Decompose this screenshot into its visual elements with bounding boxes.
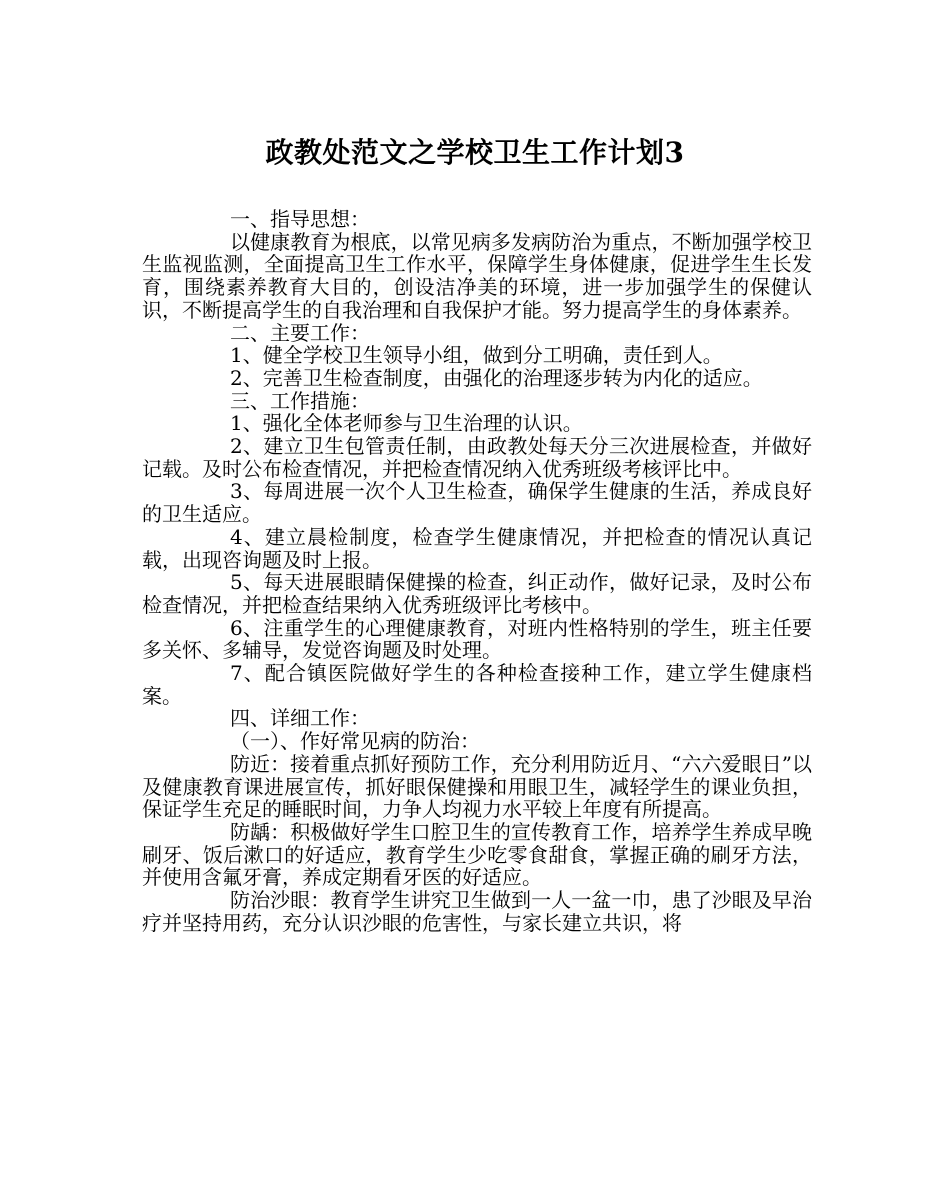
document-title: 政教处范文之学校卫生工作计划3 <box>265 136 685 169</box>
paragraph-dental-caries-prevention: 防龋：积极做好学生口腔卫生的宣传教育工作，培养学生养成早晚刷牙、饭后漱口的好适应，教育学生少吃零食甜食，掌握正确的刷牙方法，并使用含氟牙膏，养成定期看牙医的好适应。 <box>142 819 812 890</box>
section-heading-main-work: 二、主要工作： <box>230 320 370 345</box>
paragraph-myopia-prevention: 防近：接着重点抓好预防工作，充分利用防近月、“六六爱眼日”以及健康教育课进展宣传，抓好眼保健操和用眼卫生，减轻学生的课业负担，保证学生充足的睡眠时间，力争人均视力水平较上年度有所提高。 <box>142 751 812 822</box>
section-heading-measures: 三、工作措施： <box>230 388 370 413</box>
list-item-measure-1: 1、强化全体老师参与卫生治理的认识。 <box>230 411 583 436</box>
document-body <box>142 208 812 935</box>
list-item-main-work-1: 1、健全学校卫生领导小组，做到分工明确，责任到人。 <box>230 343 723 368</box>
section-heading-guiding-ideology: 一、指导思想： <box>230 207 370 231</box>
list-item-measure-2: 2、建立卫生包管责任制，由政教处每天分三次进展检查，并做好记载。及时公布检查情况，并把检查情况纳入优秀班级考核评比中。 <box>142 434 812 481</box>
list-item-measure-3: 3、每周进展一次个人卫生检查，确保学生健康的生活，养成良好的卫生适应。 <box>142 479 812 527</box>
list-item-measure-7: 7、配合镇医院做好学生的各种检查接种工作，建立学生健康档案。 <box>142 661 812 708</box>
paragraph-trachoma-prevention: 防治沙眼：教育学生讲究卫生做到一人一盆一巾，患了沙眼及早治疗并坚持用药，充分认识沙眼的危害性，与家长建立共识，将 <box>142 888 812 935</box>
section-heading-detailed-work: 四、详细工作： <box>230 706 370 731</box>
sub-heading-common-disease-prevention: （一）、作好常见病的防治： <box>230 729 480 754</box>
paragraph-guiding-ideology: 以健康教育为根底，以常见病多发病防治为重点，不断加强学校卫生监视监测，全面提高卫生工作水平，保障学生身体健康，促进学生生长发育，围绕素养教育大目的，创设洁净美的环境，进一步加强学生的保健认识，不断提高学生的自我治理和自我保护才能。努力提高学生的身体素养。 <box>142 229 812 322</box>
list-item-measure-4: 4、建立晨检制度，检查学生健康情况，并把检查的情况认真记载，出现咨询题及时上报。 <box>142 524 812 572</box>
list-item-main-work-2: 2、完善卫生检查制度，由强化的治理逐步转为内化的适应。 <box>230 365 763 390</box>
list-item-measure-5: 5、每天进展眼睛保健操的检查，纠正动作，做好记录，及时公布检查情况，并把检查结果纳入优秀班级评比考核中。 <box>142 570 812 617</box>
list-item-measure-6: 6、注重学生的心理健康教育，对班内性格特别的学生，班主任要多关怀、多辅导，发觉咨询题及时处理。 <box>142 615 812 663</box>
